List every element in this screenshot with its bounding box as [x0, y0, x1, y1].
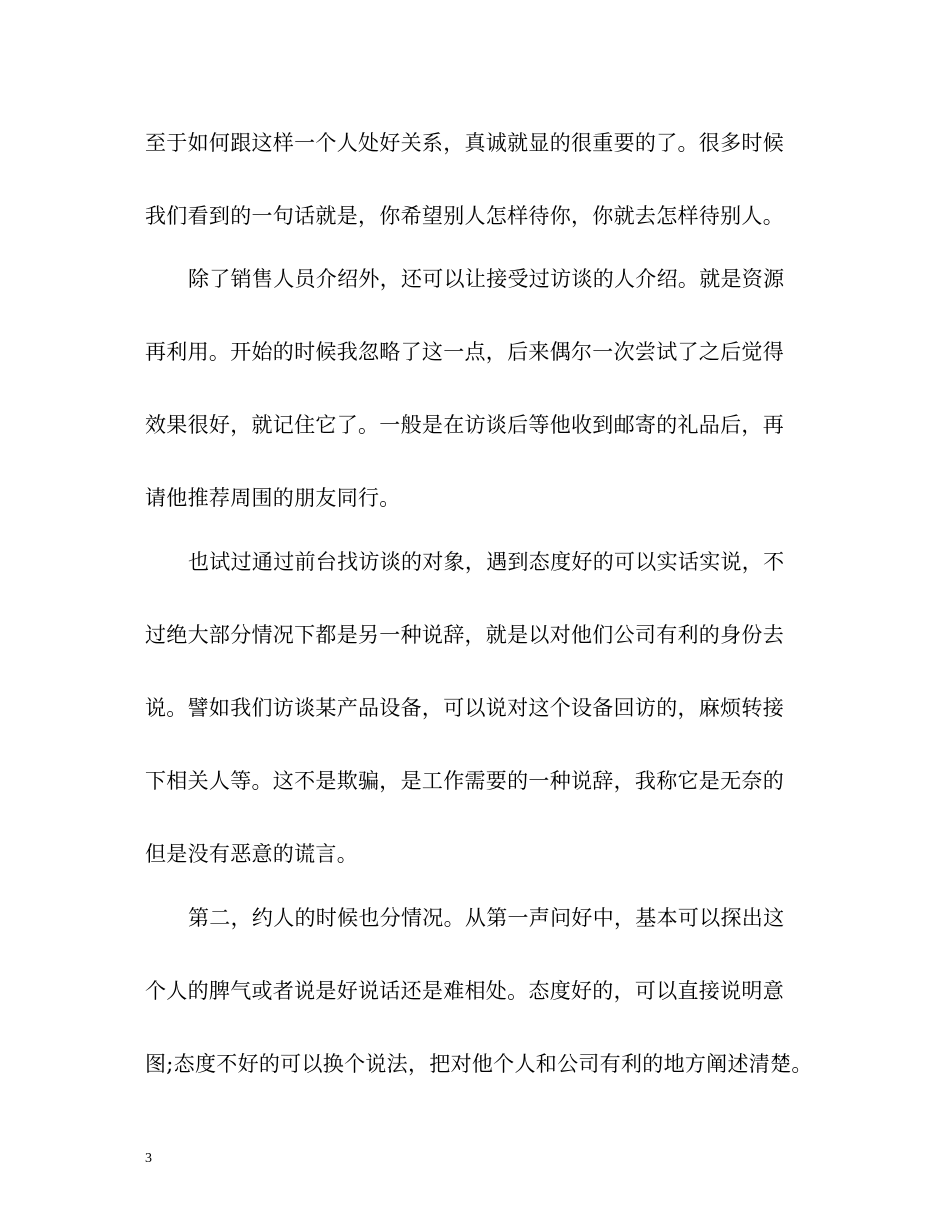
text-line: 我们看到的一句话就是，你希望别人怎样待你，你就去怎样待别人。 [145, 204, 784, 228]
text-line: 效果很好，就记住它了。一般是在访谈后等他收到邮寄的礼品后，再 [145, 413, 784, 437]
text-line: 图;态度不好的可以换个说法，把对他个人和公司有利的地方阐述清楚。 [145, 1052, 813, 1076]
paragraph-first-line: 第二，约人的时候也分情况。从第一声问好中，基本可以探出这 [188, 906, 785, 930]
text-line: 说。譬如我们访谈某产品设备，可以说对这个设备回访的，麻烦转接 [145, 696, 784, 720]
text-line: 请他推荐周围的朋友同行。 [145, 486, 401, 510]
paragraph-first-line: 除了销售人员介绍外，还可以让接受过访谈的人介绍。就是资源 [188, 267, 785, 291]
text-line: 过绝大部分情况下都是另一种说辞，就是以对他们公司有利的身份去 [145, 623, 784, 647]
text-line: 至于如何跟这样一个人处好关系，真诚就显的很重要的了。很多时候 [145, 131, 784, 155]
text-line: 下相关人等。这不是欺骗，是工作需要的一种说辞，我称它是无奈的 [145, 769, 784, 793]
text-line: 再利用。开始的时候我忽略了这一点，后来偶尔一次尝试了之后觉得 [145, 340, 784, 364]
page-number: 3 [145, 1151, 152, 1166]
paragraph-first-line: 也试过通过前台找访谈的对象，遇到态度好的可以实话实说，不 [188, 550, 785, 574]
text-line: 但是没有恶意的谎言。 [145, 842, 358, 866]
text-line: 个人的脾气或者说是好说话还是难相处。态度好的，可以直接说明意 [145, 979, 784, 1003]
